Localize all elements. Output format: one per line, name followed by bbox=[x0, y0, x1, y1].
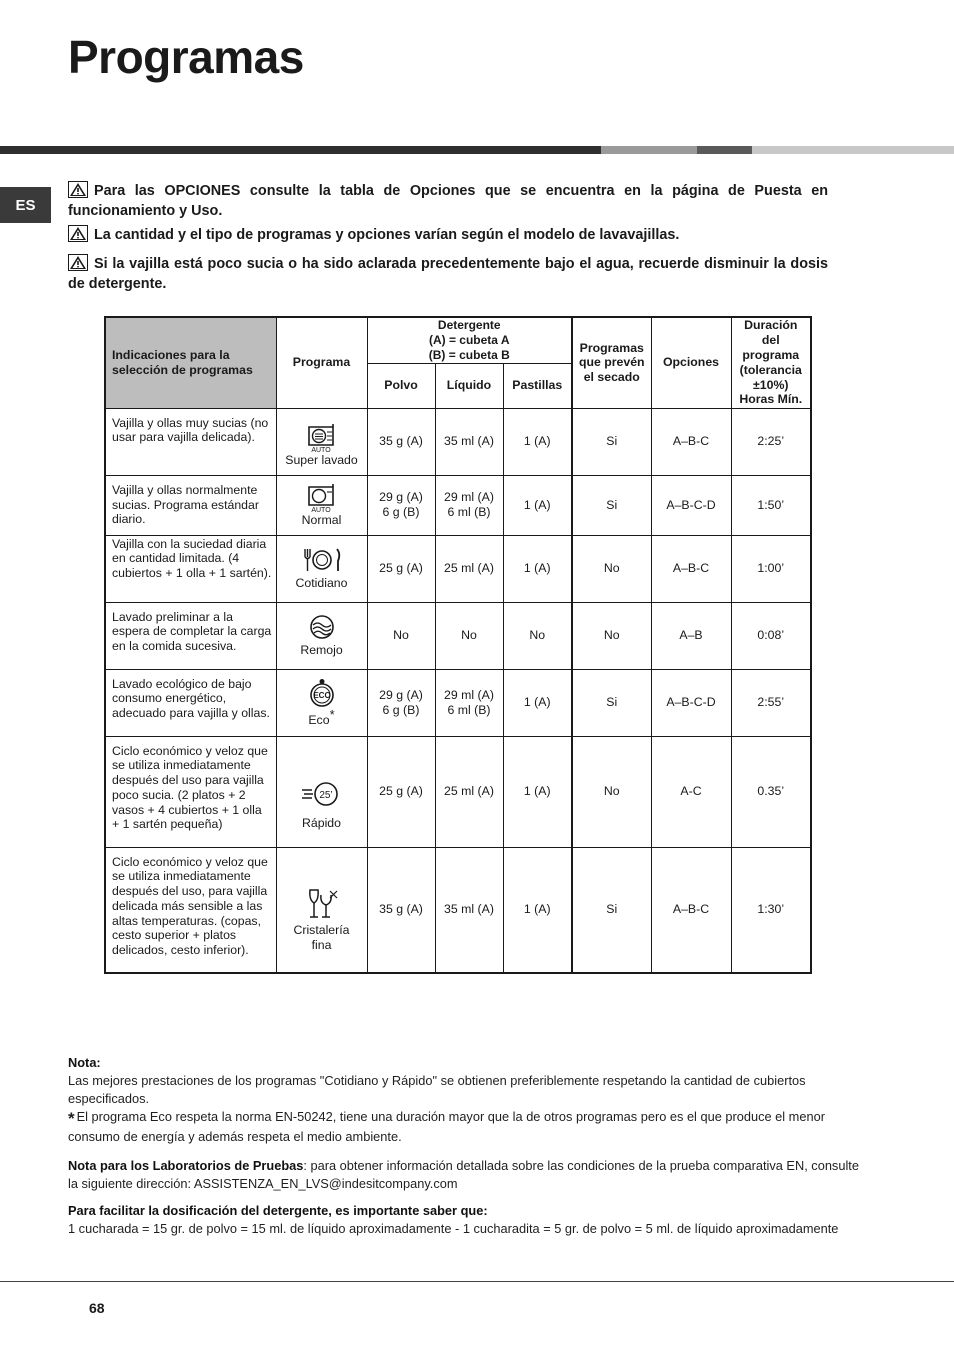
row-description: Vajilla con la suciedad diaria en cantidad limitada. (4 cubiertos + 1 olla + 1 sartén). bbox=[105, 535, 276, 602]
liquido-value: 29 ml (A) 6 ml (B) bbox=[435, 669, 503, 736]
table-row bbox=[105, 475, 811, 535]
polvo-value: 29 g (A) 6 g (B) bbox=[367, 475, 435, 535]
header-liquido: Líquido bbox=[435, 363, 503, 408]
polvo-value: 25 g (A) bbox=[367, 535, 435, 602]
liquido-value: 25 ml (A) bbox=[435, 535, 503, 602]
plate-cutlery-icon bbox=[301, 547, 343, 573]
opciones-value: A–B-C bbox=[651, 535, 731, 602]
header-detergente: Detergente (A) = cubeta A (B) = cubeta B bbox=[367, 317, 572, 363]
liquido-value: No bbox=[435, 602, 503, 669]
row-description: Lavado ecológico de bajo consumo energético, adecuado para vajilla y ollas. bbox=[105, 669, 276, 736]
page-title: Programas bbox=[68, 31, 304, 83]
opciones-value: A–B-C bbox=[651, 408, 731, 475]
nota-text: Las mejores prestaciones de los programas "Cotidiano y Rápido" se obtienen preferiblemente respetando la cantidad de cubiertos especificados. bbox=[68, 1073, 806, 1106]
lab-note-text: : para obtener información detallada sobre las condiciones de la prueba comparativa EN, consulte la siguiente dirección: ASSISTENZA_EN_LVS@indesitcompany.com bbox=[68, 1158, 859, 1191]
polvo-value: 29 g (A) 6 g (B) bbox=[367, 669, 435, 736]
liquido-value: 29 ml (A) 6 ml (B) bbox=[435, 475, 503, 535]
duracion-value: 2:25’ bbox=[731, 408, 811, 475]
rapid-label: 25’ bbox=[318, 790, 333, 802]
header-pastillas: Pastillas bbox=[503, 363, 572, 408]
normal-auto-icon bbox=[305, 483, 339, 513]
nota-title: Nota: bbox=[68, 1055, 101, 1070]
table-row bbox=[105, 535, 811, 602]
opciones-value: A-C bbox=[651, 736, 731, 847]
pastillas-value: 1 (A) bbox=[503, 475, 572, 535]
opciones-value: A–B bbox=[651, 602, 731, 669]
program-name: Cotidiano bbox=[295, 575, 348, 590]
duracion-value: 1:30’ bbox=[731, 847, 811, 973]
opciones-value: A–B-C bbox=[651, 847, 731, 973]
pastillas-value: 1 (A) bbox=[503, 669, 572, 736]
secado-value: Si bbox=[572, 408, 651, 475]
duracion-value: 1:50’ bbox=[731, 475, 811, 535]
program-cell bbox=[276, 408, 367, 475]
header-bar-pale bbox=[752, 146, 954, 154]
header-programas-secado: Programas que prevén el secado bbox=[572, 317, 651, 408]
warning-text: Para las OPCIONES consulte la tabla de Opciones que se encuentra en la página de Puesta en funcionamiento y Uso. bbox=[68, 183, 828, 219]
pastillas-value: No bbox=[503, 602, 572, 669]
header-duracion: Duración del programa (tolerancia ±10%) Horas Mín. bbox=[731, 317, 811, 408]
secado-value: Si bbox=[572, 475, 651, 535]
eco-asterisk: * bbox=[329, 706, 335, 722]
notes-section bbox=[68, 1054, 868, 1146]
program-name: Super lavado bbox=[285, 453, 358, 468]
warning-text: Si la vajilla está poco sucia o ha sido aclarada precedentemente bajo el agua, recuerde disminuir la dosis de detergente. bbox=[68, 256, 828, 292]
row-description: Ciclo económico y veloz que se utiliza inmediatamente después del uso para vajilla poco sucia. (2 platos + 2 vasos + 4 cubiertos + 1 olla + 1 sartén pequeña) bbox=[105, 736, 276, 847]
program-cell bbox=[276, 847, 367, 973]
pastillas-value: 1 (A) bbox=[503, 736, 572, 847]
polvo-value: 25 g (A) bbox=[367, 736, 435, 847]
programs-table bbox=[104, 316, 812, 974]
secado-value: Si bbox=[572, 669, 651, 736]
opciones-value: A–B-C-D bbox=[651, 669, 731, 736]
page-number: 68 bbox=[89, 1300, 105, 1316]
program-cell bbox=[276, 475, 367, 535]
program-name: Remojo bbox=[300, 643, 343, 658]
program-name: Eco bbox=[308, 712, 330, 727]
opciones-value: A–B-C-D bbox=[651, 475, 731, 535]
table-row bbox=[105, 847, 811, 973]
program-cell bbox=[276, 736, 367, 847]
program-name: Rápido bbox=[302, 816, 341, 831]
secado-value: Si bbox=[572, 847, 651, 973]
auto-label: AUTO bbox=[310, 447, 331, 454]
pastillas-value: 1 (A) bbox=[503, 847, 572, 973]
secado-value: No bbox=[572, 535, 651, 602]
duracion-value: 0:08’ bbox=[731, 602, 811, 669]
dosage-title: Para facilitar la dosificación del detergente, es importante saber que: bbox=[68, 1203, 488, 1218]
rapid-25-icon bbox=[300, 780, 344, 808]
asterisk-mark: * bbox=[68, 1109, 75, 1128]
warning-triangle-icon bbox=[68, 225, 88, 242]
row-description: Vajilla y ollas normalmente sucias. Programa estándar diario. bbox=[105, 475, 276, 535]
warning-triangle-icon bbox=[68, 181, 88, 198]
footer-rule bbox=[0, 1281, 954, 1282]
liquido-value: 35 ml (A) bbox=[435, 847, 503, 973]
polvo-value: 35 g (A) bbox=[367, 408, 435, 475]
program-name: Cristalería fina bbox=[293, 922, 350, 952]
header-programa: Programa bbox=[276, 317, 367, 408]
duracion-value: 1:00’ bbox=[731, 535, 811, 602]
warning-detergent bbox=[68, 254, 828, 294]
header-bar-dark bbox=[0, 146, 601, 154]
lab-note bbox=[68, 1157, 868, 1193]
super-wash-auto-icon bbox=[305, 423, 339, 453]
program-name-wrap bbox=[308, 708, 334, 728]
header-opciones: Opciones bbox=[651, 317, 731, 408]
liquido-value: 35 ml (A) bbox=[435, 408, 503, 475]
table-row bbox=[105, 408, 811, 475]
warning-text: La cantidad y el tipo de programas y opciones varían según el modelo de lavavajillas. bbox=[94, 227, 680, 243]
polvo-value: No bbox=[367, 602, 435, 669]
program-name: Normal bbox=[301, 512, 342, 527]
row-description: Lavado preliminar a la espera de completar la carga en la comida sucesiva. bbox=[105, 602, 276, 669]
header-bar-mid bbox=[697, 146, 752, 154]
table-row bbox=[105, 669, 811, 736]
warning-options bbox=[68, 181, 828, 221]
lab-note-title: Nota para los Laboratorios de Pruebas bbox=[68, 1158, 304, 1173]
eco-label: ECO bbox=[312, 690, 331, 700]
glasses-icon bbox=[305, 887, 339, 921]
dosage-note bbox=[68, 1202, 868, 1238]
program-cell bbox=[276, 535, 367, 602]
table-row bbox=[105, 602, 811, 669]
secado-value: No bbox=[572, 736, 651, 847]
warning-triangle-icon bbox=[68, 254, 88, 271]
row-description: Ciclo económico y veloz que se utiliza inmediatamente después del uso, para vajilla delicada más sensible a las altas temperaturas. (copas, cesto superior + platos delicados, cesto inferior). bbox=[105, 847, 276, 973]
auto-label: AUTO bbox=[310, 506, 331, 513]
dosage-text: 1 cucharada = 15 gr. de polvo = 15 ml. de líquido aproximadamente - 1 cucharadita = 5 gr. de polvo = 5 ml. de líquido aproximadamente bbox=[68, 1221, 839, 1236]
table-row bbox=[105, 736, 811, 847]
liquido-value: 25 ml (A) bbox=[435, 736, 503, 847]
header-bar-light bbox=[601, 146, 697, 154]
pastillas-value: 1 (A) bbox=[503, 408, 572, 475]
warning-models bbox=[68, 225, 828, 245]
duracion-value: 2:55’ bbox=[731, 669, 811, 736]
eco-note-text: El programa Eco respeta la norma EN-50242, tiene una duración mayor que la de otros programas pero es el que produce el menor consumo de energía y además respeta el medio ambiente. bbox=[68, 1109, 825, 1144]
eco-icon bbox=[307, 678, 337, 708]
header-indicaciones: Indicaciones para la selección de programas bbox=[105, 317, 276, 408]
secado-value: No bbox=[572, 602, 651, 669]
duracion-value: 0.35’ bbox=[731, 736, 811, 847]
pastillas-value: 1 (A) bbox=[503, 535, 572, 602]
row-description: Vajilla y ollas muy sucias (no usar para vajilla delicada). bbox=[105, 408, 276, 475]
header-polvo: Polvo bbox=[367, 363, 435, 408]
polvo-value: 35 g (A) bbox=[367, 847, 435, 973]
program-cell bbox=[276, 669, 367, 736]
soak-icon bbox=[305, 613, 339, 641]
language-tab[interactable]: ES bbox=[0, 187, 51, 223]
program-cell bbox=[276, 602, 367, 669]
